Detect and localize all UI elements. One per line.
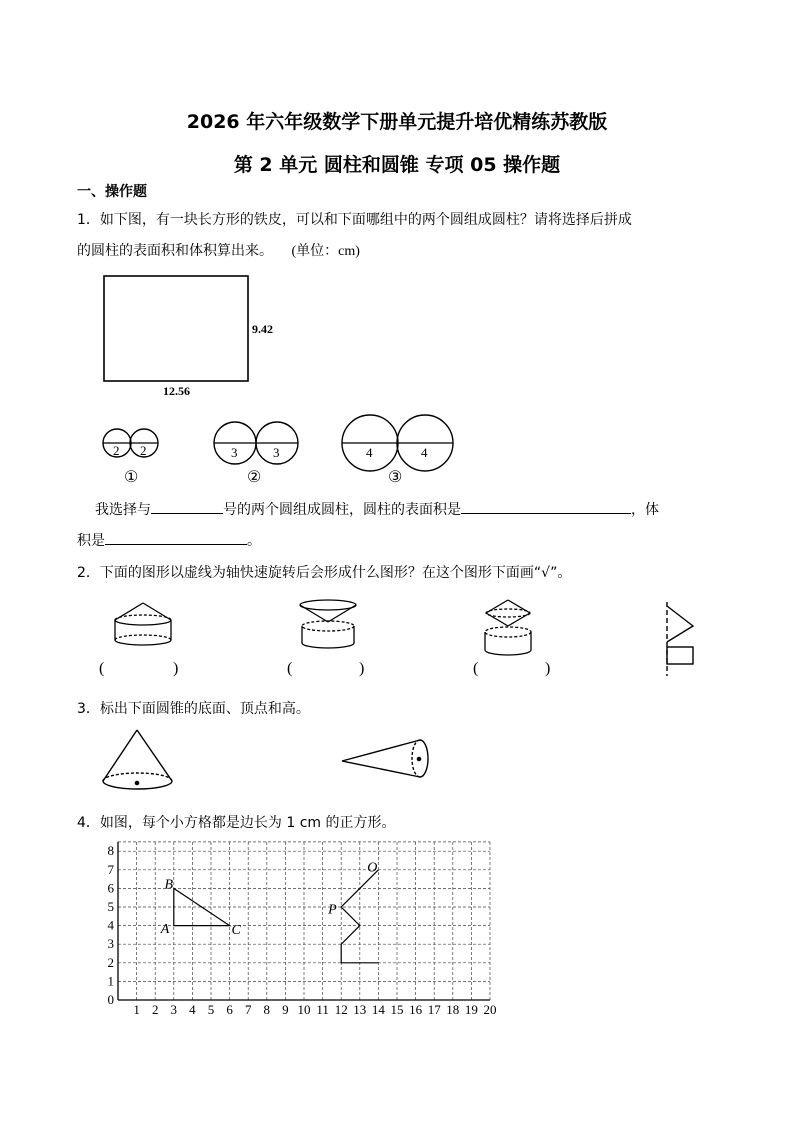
group-choice-blank[interactable]: [151, 499, 223, 514]
q3-text: 3．标出下面圆锥的底面、顶点和高。: [77, 701, 310, 717]
q1-circle-groups: [95, 413, 475, 488]
y-tick-label: 8: [107, 843, 114, 859]
circle3-right-label: 4: [421, 445, 428, 460]
x-tick-label: 12: [334, 1002, 348, 1017]
point-label-b: B: [164, 877, 174, 893]
q2-figures: [95, 598, 715, 680]
q2-bracket-2-right: ): [359, 660, 365, 677]
rect-width-label: 12.56: [163, 384, 190, 398]
point-label-p: P: [328, 902, 337, 918]
point-label-a: A: [160, 922, 170, 938]
x-tick-label: 16: [409, 1002, 423, 1017]
q1-text-line2: [77, 240, 360, 260]
q2-option-1-cone-on-cylinder: [115, 603, 171, 645]
q1-unit: (单位：cm): [291, 244, 360, 259]
x-tick-label: 8: [263, 1002, 271, 1017]
x-tick-label: 5: [207, 1002, 215, 1017]
q4-text: 4．如图，每个小方格都是边长为 1 cm 的正方形。: [77, 815, 396, 831]
q4-coordinate-grid: [100, 838, 520, 1018]
y-tick-labels: [108, 843, 115, 1007]
x-tick-label: 17: [427, 1002, 441, 1017]
x-tick-label: 18: [446, 1002, 460, 1017]
page-subtitle: 第 2 单元 圆柱和圆锥 专项 05 操作题: [233, 154, 561, 176]
triangle-abc-outline: [174, 888, 230, 925]
volume-blank[interactable]: [105, 530, 247, 545]
x-tick-label: 3: [170, 1002, 178, 1017]
section-heading: 一、操作题: [77, 184, 147, 200]
circle3-left-label: 4: [366, 445, 373, 460]
iron-sheet-rectangle: [104, 276, 248, 381]
q2-option-3-double-cone-cylinder: [485, 600, 531, 655]
x-tick-label: 19: [464, 1002, 478, 1017]
page-title: 2026 年六年级数学下册单元提升培优精练苏教版: [186, 111, 608, 133]
answer-text-c: ，体: [631, 502, 659, 518]
circle-group-1: [103, 429, 158, 486]
x-tick-label: 1: [133, 1002, 140, 1017]
x-tick-label: 13: [353, 1002, 367, 1017]
q1-answer-line1: [95, 499, 659, 519]
x-tick-label: 10: [297, 1002, 311, 1017]
q1-answer-line2: [77, 530, 261, 550]
y-tick-label: 4: [107, 917, 114, 933]
y-tick-label: 7: [107, 861, 114, 877]
y-tick-label: 6: [107, 880, 114, 896]
answer-text-d: 积是: [77, 533, 105, 549]
q2-bracket-1-right: ): [173, 660, 179, 677]
circle-group-3: [342, 415, 453, 486]
circle2-right-label: 3: [273, 445, 280, 460]
y-tick-label: 2: [107, 954, 114, 970]
q2-text: 2．下面的图形以虚线为轴快速旋转后会形成什么图形？在这个图形下面画“√”。: [77, 565, 572, 581]
group2-number: ②: [247, 469, 262, 486]
group1-number: ①: [124, 469, 139, 486]
y-tick-label: 1: [107, 973, 114, 989]
x-tick-label: 4: [189, 1002, 196, 1017]
x-tick-label: 6: [226, 1002, 233, 1017]
q2-bracket-3-right: ): [545, 660, 551, 677]
circle1-right-label: 2: [140, 443, 147, 458]
y-tick-label: 0: [107, 992, 114, 1007]
q2-option-2-inverted-cone-cylinder: [300, 600, 356, 648]
x-tick-label: 20: [483, 1002, 497, 1017]
group3-number: ③: [388, 469, 403, 486]
point-label-c: C: [231, 922, 241, 938]
x-tick-label: 7: [244, 1002, 252, 1017]
q3-cones: [95, 725, 455, 797]
q2-bracket-1-left: (: [99, 660, 105, 677]
y-tick-label: 3: [107, 936, 114, 952]
triangle-abc: [174, 888, 230, 925]
surface-area-blank[interactable]: [461, 499, 631, 514]
q2-plane-figure-with-axis: [667, 602, 693, 676]
x-tick-label: 9: [282, 1002, 289, 1017]
x-tick-labels: [133, 1002, 496, 1017]
rect-height-label: 9.42: [252, 322, 273, 336]
x-tick-label: 15: [390, 1002, 404, 1017]
answer-text-a: 我选择与: [95, 502, 151, 518]
upright-cone: [103, 730, 172, 789]
point-label-o: O: [367, 860, 378, 876]
q1-rectangle-figure: [95, 270, 295, 400]
x-tick-label: 11: [316, 1002, 329, 1017]
x-tick-label: 14: [371, 1002, 385, 1017]
sideways-cone: [342, 740, 428, 777]
x-tick-label: 2: [151, 1002, 159, 1017]
y-tick-label: 5: [107, 899, 114, 914]
q1-text-main: 的圆柱的表面积和体积算出来。: [77, 243, 273, 259]
circle2-left-label: 3: [231, 445, 238, 460]
q2-bracket-2-left: (: [287, 660, 293, 677]
answer-text-e: 。: [247, 533, 261, 549]
q1-text-line1: 1．如下图，有一块长方形的铁皮，可以和下面哪组中的两个圆组成圆柱？请将选择后拼成: [77, 212, 632, 228]
q2-bracket-3-left: (: [473, 660, 479, 677]
circle-group-2: [214, 422, 298, 486]
answer-text-b: 号的两个圆组成圆柱，圆柱的表面积是: [223, 502, 461, 518]
circle1-left-label: 2: [113, 443, 120, 458]
